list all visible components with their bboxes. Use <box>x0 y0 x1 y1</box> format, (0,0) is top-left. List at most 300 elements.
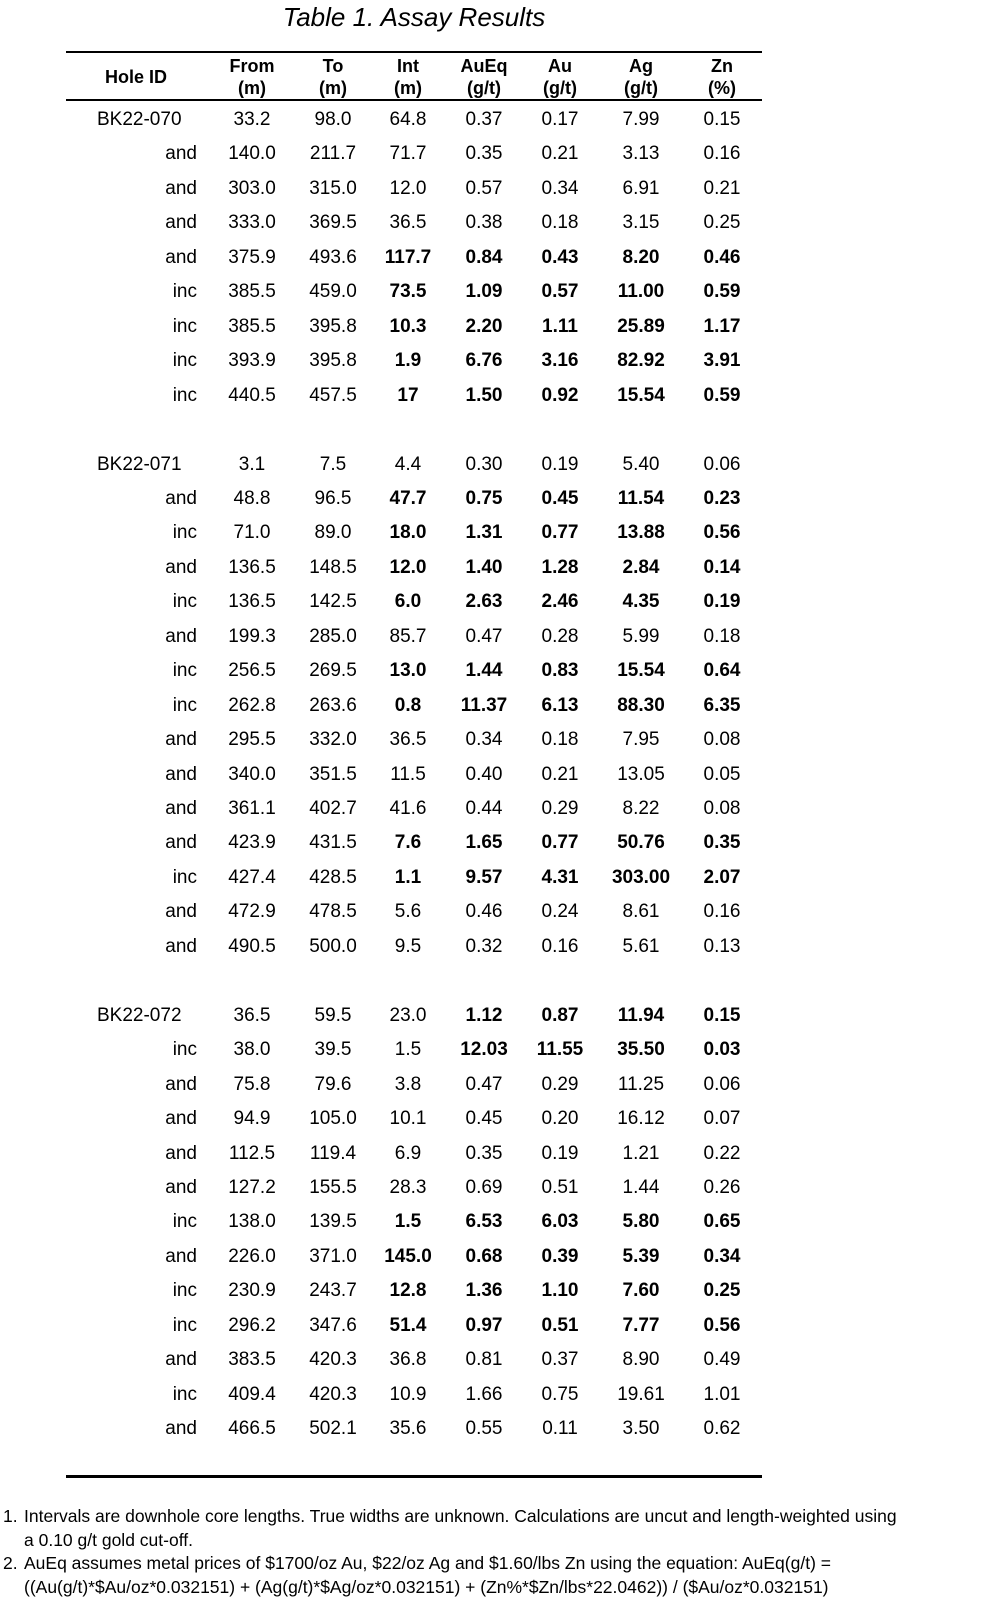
cell-from: 490.5 <box>228 935 276 957</box>
cell-to: 285.0 <box>309 625 357 647</box>
cell-from: 385.5 <box>228 315 276 337</box>
cell-aueq: 0.81 <box>465 1349 503 1371</box>
cell-int: 17 <box>397 384 419 406</box>
cell-qualifier: and <box>165 1349 197 1371</box>
table-row <box>66 240 762 275</box>
cell-ag: 3.15 <box>622 212 660 234</box>
cell-from: 71.0 <box>233 522 271 544</box>
table-row <box>66 791 762 826</box>
cell-to: 155.5 <box>309 1176 357 1198</box>
cell-to: 105.0 <box>309 1108 357 1130</box>
table-row <box>66 1101 762 1136</box>
cell-from: 33.2 <box>233 109 271 130</box>
cell-zn: 6.35 <box>703 694 741 716</box>
table-row <box>66 481 762 516</box>
cell-to: 500.0 <box>309 935 357 957</box>
cell-to: 420.3 <box>309 1383 357 1405</box>
cell-au: 11.55 <box>536 1039 584 1061</box>
cell-int: 10.1 <box>389 1108 427 1130</box>
cell-qualifier: and <box>165 556 197 578</box>
cell-hole-id: BK22-071 <box>97 453 182 475</box>
cell-aueq: 0.35 <box>465 143 503 165</box>
cell-ag: 7.99 <box>622 109 660 130</box>
cell-zn: 0.08 <box>703 729 741 751</box>
table-header-rule <box>66 99 762 101</box>
table-row <box>66 688 762 723</box>
cell-ag: 5.40 <box>622 453 660 475</box>
cell-int: 28.3 <box>389 1176 427 1198</box>
table-row <box>66 1273 762 1308</box>
table-row <box>66 653 762 688</box>
cell-aueq: 0.34 <box>465 729 503 751</box>
table-row <box>66 309 762 344</box>
cell-from: 94.9 <box>233 1108 271 1130</box>
table-row <box>66 584 762 619</box>
header-unit: (m) <box>394 78 422 98</box>
cell-int: 51.4 <box>389 1314 427 1336</box>
cell-qualifier: inc <box>172 522 197 544</box>
cell-zn: 0.22 <box>703 1142 741 1164</box>
cell-to: 402.7 <box>309 798 357 819</box>
header-label: Hole ID <box>105 67 168 87</box>
cell-aueq: 9.57 <box>465 866 503 888</box>
header-hole-id <box>86 66 205 88</box>
cell-to: 148.5 <box>309 556 357 578</box>
cell-zn: 0.23 <box>703 487 741 509</box>
cell-aueq: 0.97 <box>465 1314 503 1336</box>
cell-from: 383.5 <box>228 1349 276 1371</box>
cell-int: 0.8 <box>394 694 422 716</box>
cell-zn: 0.16 <box>703 143 741 165</box>
cell-ag: 25.89 <box>617 315 665 337</box>
cell-to: 243.7 <box>309 1280 357 1302</box>
header-label: Ag <box>629 56 653 76</box>
table-row <box>66 136 762 171</box>
table-header <box>66 55 762 99</box>
cell-ag: 11.54 <box>617 487 665 509</box>
cell-au: 0.21 <box>541 763 579 785</box>
cell-au: 0.77 <box>541 832 579 854</box>
cell-qualifier: inc <box>172 591 197 613</box>
cell-au: 4.31 <box>541 866 579 888</box>
cell-au: 6.13 <box>541 694 579 716</box>
cell-ag: 4.35 <box>622 591 660 613</box>
cell-aueq: 0.44 <box>465 798 503 819</box>
cell-qualifier: inc <box>172 384 197 406</box>
cell-qualifier: inc <box>172 660 197 682</box>
table-row <box>66 447 762 482</box>
cell-from: 112.5 <box>228 1142 276 1164</box>
cell-to: 459.0 <box>309 281 357 303</box>
cell-aueq: 12.03 <box>460 1039 508 1061</box>
cell-ag: 88.30 <box>617 694 665 716</box>
cell-au: 0.75 <box>541 1383 579 1405</box>
table-row <box>66 1032 762 1067</box>
header-label: To <box>322 56 344 76</box>
cell-aueq: 1.40 <box>465 556 503 578</box>
cell-au: 0.19 <box>541 1142 579 1164</box>
cell-qualifier: inc <box>172 1314 197 1336</box>
cell-int: 1.9 <box>394 350 422 372</box>
cell-to: 79.6 <box>314 1073 352 1095</box>
cell-from: 303.0 <box>228 177 276 199</box>
cell-aueq: 1.44 <box>465 660 503 682</box>
cell-ag: 50.76 <box>617 832 665 854</box>
header-unit: (m) <box>319 78 347 98</box>
cell-to: 371.0 <box>309 1245 357 1267</box>
table-row <box>66 1067 762 1102</box>
cell-aueq: 1.66 <box>465 1383 503 1405</box>
cell-to: 395.8 <box>309 315 357 337</box>
cell-int: 23.0 <box>389 1004 427 1026</box>
cell-qualifier: inc <box>172 1039 197 1061</box>
table-title: Table 1. Assay Results <box>282 2 546 32</box>
cell-to: 347.6 <box>309 1314 357 1336</box>
cell-au: 1.10 <box>541 1280 579 1302</box>
cell-au: 1.11 <box>542 315 578 337</box>
table-row <box>66 1170 762 1205</box>
cell-au: 0.57 <box>541 281 579 303</box>
cell-qualifier: and <box>165 143 197 165</box>
cell-au: 0.18 <box>541 212 579 234</box>
cell-zn: 3.91 <box>703 350 741 372</box>
cell-au: 2.46 <box>541 591 579 613</box>
cell-to: 39.5 <box>314 1039 352 1061</box>
cell-to: 395.8 <box>309 350 357 372</box>
cell-qualifier: and <box>165 1245 197 1267</box>
cell-aueq: 0.38 <box>465 212 503 234</box>
cell-from: 393.9 <box>228 350 276 372</box>
table-row <box>66 1308 762 1343</box>
cell-zn: 0.46 <box>703 246 741 268</box>
cell-au: 6.03 <box>541 1211 579 1233</box>
cell-qualifier: inc <box>172 281 197 303</box>
table-row <box>66 1377 762 1412</box>
cell-au: 0.43 <box>541 246 579 268</box>
cell-aueq: 0.47 <box>465 1073 503 1095</box>
table-row <box>66 619 762 654</box>
cell-au: 0.17 <box>541 109 579 130</box>
cell-ag: 13.88 <box>617 522 665 544</box>
cell-ag: 15.54 <box>617 660 665 682</box>
cell-ag: 82.92 <box>617 350 665 372</box>
header-int <box>368 55 448 99</box>
cell-aueq: 0.46 <box>465 901 503 923</box>
cell-from: 295.5 <box>228 729 276 751</box>
cell-from: 375.9 <box>228 246 276 268</box>
cell-ag: 303.00 <box>611 866 671 888</box>
cell-aueq: 0.55 <box>465 1418 503 1440</box>
table-row <box>66 1136 762 1171</box>
cell-int: 6.0 <box>394 591 422 613</box>
header-label: Int <box>397 56 419 76</box>
cell-from: 226.0 <box>228 1245 276 1267</box>
cell-from: 440.5 <box>228 384 276 406</box>
cell-au: 0.28 <box>541 625 579 647</box>
cell-zn: 0.21 <box>703 177 741 199</box>
table-row <box>66 860 762 895</box>
cell-ag: 3.13 <box>622 143 660 165</box>
cell-qualifier: and <box>165 1073 197 1095</box>
cell-from: 138.0 <box>228 1211 276 1233</box>
cell-int: 12.0 <box>389 556 427 578</box>
cell-zn: 0.59 <box>703 384 741 406</box>
cell-ag: 11.25 <box>617 1073 665 1095</box>
cell-au: 0.83 <box>541 660 579 682</box>
table-top-rule <box>66 51 762 53</box>
cell-qualifier: and <box>165 625 197 647</box>
header-ag <box>601 55 681 99</box>
cell-ag: 8.22 <box>622 798 660 819</box>
cell-zn: 0.15 <box>703 109 741 130</box>
cell-zn: 0.13 <box>703 935 741 957</box>
cell-ag: 6.91 <box>622 177 660 199</box>
cell-ag: 11.94 <box>617 1004 665 1026</box>
header-unit: (g/t) <box>543 78 577 98</box>
cell-aueq: 1.65 <box>465 832 503 854</box>
table-row <box>66 929 762 964</box>
table-row <box>66 171 762 206</box>
cell-int: 7.6 <box>394 832 422 854</box>
cell-aueq: 0.84 <box>465 246 503 268</box>
cell-to: 315.0 <box>309 177 357 199</box>
cell-int: 64.8 <box>389 109 427 130</box>
cell-qualifier: and <box>165 1108 197 1130</box>
header-label: From <box>229 56 275 76</box>
cell-int: 9.5 <box>394 935 422 957</box>
cell-aueq: 2.63 <box>465 591 503 613</box>
cell-ag: 5.99 <box>622 625 660 647</box>
cell-to: 431.5 <box>309 832 357 854</box>
cell-ag: 7.60 <box>622 1280 660 1302</box>
cell-qualifier: and <box>165 487 197 509</box>
cell-qualifier: inc <box>172 1280 197 1302</box>
cell-zn: 0.06 <box>703 1073 741 1095</box>
cell-zn: 0.59 <box>703 281 741 303</box>
cell-ag: 8.90 <box>622 1349 660 1371</box>
cell-au: 0.45 <box>541 487 579 509</box>
cell-ag: 5.80 <box>622 1211 660 1233</box>
cell-qualifier: inc <box>172 866 197 888</box>
cell-aueq: 2.20 <box>465 315 503 337</box>
cell-to: 269.5 <box>309 660 357 682</box>
cell-from: 136.5 <box>228 591 276 613</box>
table-row <box>66 205 762 240</box>
cell-qualifier: and <box>165 798 197 819</box>
cell-au: 0.11 <box>542 1418 578 1440</box>
header-unit: (%) <box>708 78 736 98</box>
cell-aueq: 0.47 <box>465 625 503 647</box>
cell-zn: 0.62 <box>703 1418 741 1440</box>
cell-int: 36.8 <box>389 1349 427 1371</box>
cell-qualifier: and <box>165 1142 197 1164</box>
cell-int: 145.0 <box>384 1245 432 1267</box>
cell-zn: 0.25 <box>703 1280 741 1302</box>
cell-from: 296.2 <box>228 1314 276 1336</box>
cell-aueq: 0.68 <box>465 1245 503 1267</box>
cell-au: 0.51 <box>541 1176 579 1198</box>
cell-qualifier: inc <box>172 1383 197 1405</box>
cell-aueq: 0.40 <box>465 763 503 785</box>
cell-int: 6.9 <box>394 1142 422 1164</box>
cell-zn: 0.06 <box>703 453 741 475</box>
cell-to: 98.0 <box>314 109 352 130</box>
cell-au: 0.16 <box>541 935 579 957</box>
cell-to: 142.5 <box>309 591 357 613</box>
footnote-line: a 0.10 g/t gold cut-off. <box>24 1529 193 1550</box>
cell-zn: 1.01 <box>703 1383 741 1405</box>
header-label: AuEq <box>460 56 508 76</box>
footnote-number: 2. <box>3 1553 18 1573</box>
cell-int: 1.5 <box>394 1211 422 1233</box>
cell-zn: 0.18 <box>703 625 741 647</box>
cell-qualifier: and <box>165 763 197 785</box>
cell-ag: 5.61 <box>622 935 660 957</box>
cell-int: 47.7 <box>389 487 427 509</box>
cell-zn: 2.07 <box>703 866 741 888</box>
footnote-line: Intervals are downhole core lengths. True widths are unknown. Calculations are uncut and length-weighted using <box>24 1506 897 1526</box>
cell-int: 1.5 <box>394 1039 422 1061</box>
cell-from: 409.4 <box>228 1383 276 1405</box>
cell-aueq: 0.30 <box>465 453 503 475</box>
cell-int: 85.7 <box>389 625 427 647</box>
header-unit: (g/t) <box>624 78 658 98</box>
cell-from: 199.3 <box>228 625 276 647</box>
cell-from: 136.5 <box>228 556 276 578</box>
cell-au: 0.92 <box>541 384 579 406</box>
footnote-line: AuEq assumes metal prices of $1700/oz Au, $22/oz Ag and $1.60/lbs Zn using the equation: AuEq(g/t) = <box>24 1553 831 1573</box>
cell-au: 0.29 <box>541 1073 579 1095</box>
cell-int: 36.5 <box>389 729 427 751</box>
cell-to: 7.5 <box>319 453 347 475</box>
cell-to: 478.5 <box>309 901 357 923</box>
cell-int: 18.0 <box>389 522 427 544</box>
cell-to: 139.5 <box>309 1211 357 1233</box>
header-from <box>212 55 292 99</box>
cell-ag: 8.61 <box>622 901 660 923</box>
cell-zn: 0.15 <box>703 1004 741 1026</box>
cell-au: 0.19 <box>541 453 579 475</box>
header-zn <box>682 55 762 99</box>
cell-qualifier: and <box>165 177 197 199</box>
table-row <box>66 102 762 137</box>
cell-int: 35.6 <box>389 1418 427 1440</box>
cell-aueq: 11.37 <box>460 694 508 716</box>
cell-zn: 0.65 <box>703 1211 741 1233</box>
cell-aueq: 0.57 <box>465 177 503 199</box>
footnote-line: ((Au(g/t)*$Au/oz*0.032151) + (Ag(g/t)*$Ag/oz*0.032151) + (Zn%*$Zn/lbs*22.0462)) / ($Au/oz*0.032151) <box>24 1576 829 1597</box>
cell-qualifier: inc <box>172 350 197 372</box>
cell-from: 38.0 <box>233 1039 271 1061</box>
cell-aueq: 0.69 <box>465 1176 503 1198</box>
table-row <box>66 515 762 550</box>
cell-zn: 0.49 <box>703 1349 741 1371</box>
cell-aueq: 1.31 <box>465 522 503 544</box>
cell-qualifier: and <box>165 729 197 751</box>
cell-qualifier: inc <box>172 315 197 337</box>
cell-aueq: 6.53 <box>465 1211 503 1233</box>
table-row <box>66 998 762 1033</box>
cell-au: 0.20 <box>541 1108 579 1130</box>
cell-qualifier: and <box>165 1176 197 1198</box>
cell-ag: 19.61 <box>617 1383 665 1405</box>
cell-qualifier: and <box>165 901 197 923</box>
table-row <box>66 1239 762 1274</box>
cell-ag: 5.39 <box>622 1245 660 1267</box>
cell-to: 332.0 <box>309 729 357 751</box>
table-row <box>66 550 762 585</box>
cell-int: 12.8 <box>389 1280 427 1302</box>
cell-zn: 0.08 <box>703 798 741 819</box>
cell-au: 0.34 <box>541 177 579 199</box>
cell-to: 351.5 <box>309 763 357 785</box>
cell-from: 127.2 <box>228 1176 276 1198</box>
cell-aueq: 0.75 <box>465 487 503 509</box>
cell-hole-id: BK22-070 <box>97 109 182 130</box>
table-bottom-rule <box>66 1475 762 1478</box>
header-au <box>520 55 600 99</box>
cell-zn: 0.16 <box>703 901 741 923</box>
cell-to: 502.1 <box>309 1418 357 1440</box>
cell-au: 0.77 <box>541 522 579 544</box>
cell-au: 0.24 <box>541 901 579 923</box>
cell-int: 71.7 <box>389 143 427 165</box>
header-unit: (g/t) <box>467 78 501 98</box>
cell-au: 0.39 <box>541 1245 579 1267</box>
cell-int: 11.5 <box>390 763 426 785</box>
cell-au: 0.18 <box>541 729 579 751</box>
cell-from: 466.5 <box>228 1418 276 1440</box>
cell-qualifier: and <box>165 1418 197 1440</box>
cell-zn: 1.17 <box>703 315 741 337</box>
cell-qualifier: and <box>165 212 197 234</box>
cell-int: 5.6 <box>394 901 422 923</box>
cell-to: 89.0 <box>314 522 352 544</box>
cell-from: 75.8 <box>233 1073 271 1095</box>
cell-int: 13.0 <box>389 660 427 682</box>
cell-zn: 0.26 <box>703 1176 741 1198</box>
cell-to: 96.5 <box>314 487 352 509</box>
cell-zn: 0.14 <box>703 556 741 578</box>
table-row <box>66 1342 762 1377</box>
cell-hole-id: BK22-072 <box>97 1004 182 1026</box>
table-row <box>66 894 762 929</box>
cell-zn: 0.64 <box>703 660 741 682</box>
cell-int: 12.0 <box>389 177 427 199</box>
table-row <box>66 1204 762 1239</box>
cell-to: 119.4 <box>309 1142 357 1164</box>
cell-zn: 0.07 <box>703 1108 741 1130</box>
cell-to: 263.6 <box>309 694 357 716</box>
cell-ag: 15.54 <box>617 384 665 406</box>
cell-ag: 7.77 <box>622 1314 660 1336</box>
table-row <box>66 722 762 757</box>
cell-ag: 8.20 <box>622 246 660 268</box>
cell-int: 73.5 <box>389 281 427 303</box>
cell-aueq: 0.35 <box>465 1142 503 1164</box>
cell-to: 59.5 <box>314 1004 352 1026</box>
cell-au: 0.37 <box>541 1349 579 1371</box>
header-label: Au <box>548 56 572 76</box>
cell-aueq: 0.32 <box>465 935 503 957</box>
cell-aueq: 1.09 <box>465 281 503 303</box>
cell-ag: 1.44 <box>622 1176 660 1198</box>
cell-qualifier: and <box>165 246 197 268</box>
cell-int: 117.7 <box>384 246 432 268</box>
cell-zn: 0.25 <box>703 212 741 234</box>
cell-au: 3.16 <box>541 350 579 372</box>
cell-to: 457.5 <box>309 384 357 406</box>
